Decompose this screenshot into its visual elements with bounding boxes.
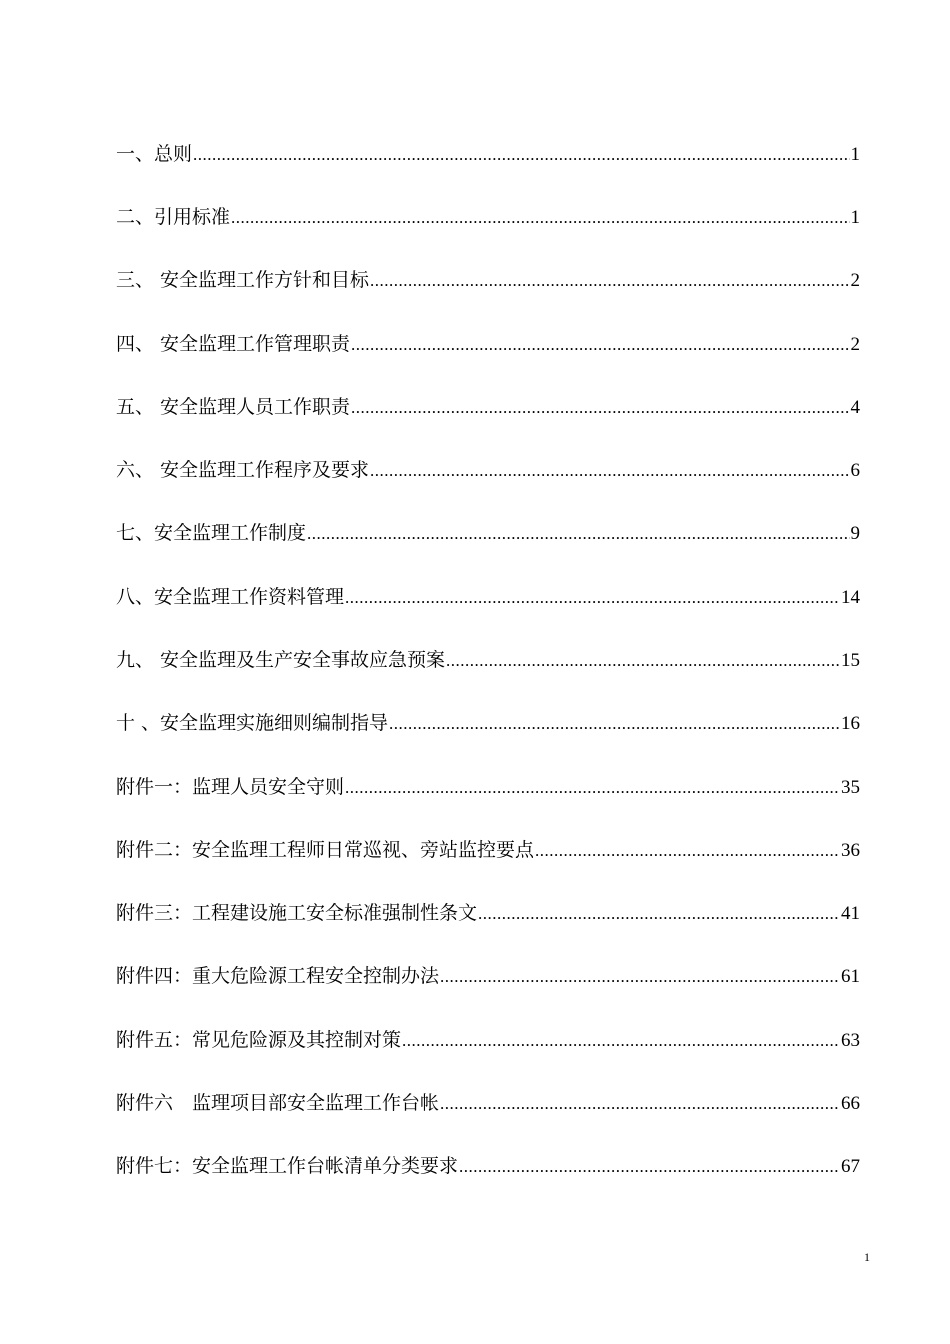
toc-entry-title: 附件一：监理人员安全守则 [116, 776, 345, 798]
toc-entry-title: 八、安全监理工作资料管理 [116, 586, 345, 608]
toc-entry-title: 九、 安全监理及生产安全事故应急预案 [116, 649, 446, 671]
toc-entry[interactable] [116, 519, 860, 547]
toc-entry-title: 五、 安全监理人员工作职责 [116, 396, 351, 418]
toc-dot-leader [351, 331, 849, 359]
toc-dot-leader [478, 900, 840, 928]
toc-dot-leader [535, 837, 840, 865]
toc-dot-leader [345, 774, 840, 802]
toc-entry-title: 六、 安全监理工作程序及要求 [116, 459, 370, 481]
toc-entry-title: 附件六 监理项目部安全监理工作台帐 [116, 1092, 440, 1114]
toc-entry-page: 67 [841, 1156, 860, 1177]
toc-entry-title: 七、安全监理工作制度 [116, 522, 307, 544]
toc-entry-page: 63 [841, 1030, 860, 1051]
toc-entry[interactable] [116, 899, 860, 927]
toc-entry-page: 15 [841, 650, 860, 671]
toc-entry[interactable] [116, 456, 860, 484]
toc-entry-page: 66 [841, 1093, 860, 1114]
toc-entry-title: 附件五：常见危险源及其控制对策 [116, 1029, 402, 1051]
toc-entry-page: 2 [850, 334, 860, 355]
toc-entry-page: 36 [841, 840, 860, 861]
toc-entry[interactable] [116, 962, 860, 990]
toc-dot-leader [370, 457, 849, 485]
toc-entry-title: 附件二：安全监理工程师日常巡视、旁站监控要点 [116, 839, 535, 861]
toc-entry[interactable] [116, 836, 860, 864]
toc-dot-leader [446, 647, 840, 675]
page-number: 1 [864, 1250, 870, 1264]
toc-dot-leader [389, 710, 840, 738]
toc-entry-page: 61 [841, 966, 860, 987]
toc-entry[interactable] [116, 140, 860, 168]
toc-entry-title: 三、 安全监理工作方针和目标 [116, 269, 370, 291]
toc-entry-title: 附件三：工程建设施工安全标准强制性条文 [116, 902, 478, 924]
toc-entry-page: 1 [850, 207, 860, 228]
toc-entry-page: 9 [850, 523, 860, 544]
toc-dot-leader [440, 963, 840, 991]
toc-dot-leader [307, 520, 849, 548]
toc-entry-page: 35 [841, 777, 860, 798]
toc-entry-title: 四、 安全监理工作管理职责 [116, 333, 351, 355]
toc-entry[interactable] [116, 1089, 860, 1117]
toc-entry-title: 一、总则 [116, 143, 193, 165]
toc-entry[interactable] [116, 1026, 860, 1054]
toc-entry-title: 十 、安全监理实施细则编制指导 [116, 712, 389, 734]
toc-entry-page: 41 [841, 903, 860, 924]
toc-dot-leader [193, 141, 849, 169]
toc-entry[interactable] [116, 393, 860, 421]
toc-entry[interactable] [116, 646, 860, 674]
toc-entry-page: 2 [850, 270, 860, 291]
toc-dot-leader [440, 1090, 840, 1118]
toc-entry-page: 4 [850, 397, 860, 418]
toc-entry-page: 1 [850, 144, 860, 165]
toc-dot-leader [231, 204, 849, 232]
toc-entry[interactable] [116, 773, 860, 801]
toc-dot-leader [402, 1027, 840, 1055]
toc-entry[interactable] [116, 1152, 860, 1180]
toc-entry[interactable] [116, 583, 860, 611]
toc-dot-leader [370, 267, 849, 295]
toc-entry[interactable] [116, 203, 860, 231]
toc-entry-title: 附件七：安全监理工作台帐清单分类要求 [116, 1155, 459, 1177]
toc-entry-page: 6 [850, 460, 860, 481]
toc-entry[interactable] [116, 709, 860, 737]
toc-entry-page: 14 [841, 587, 860, 608]
toc-entry[interactable] [116, 266, 860, 294]
toc-dot-leader [351, 394, 849, 422]
toc-entry[interactable] [116, 330, 860, 358]
toc-entry-title: 二、引用标准 [116, 206, 231, 228]
toc-dot-leader [345, 584, 840, 612]
toc-entry-page: 16 [841, 713, 860, 734]
toc-entry-title: 附件四：重大危险源工程安全控制办法 [116, 965, 440, 987]
toc-dot-leader [459, 1153, 840, 1181]
